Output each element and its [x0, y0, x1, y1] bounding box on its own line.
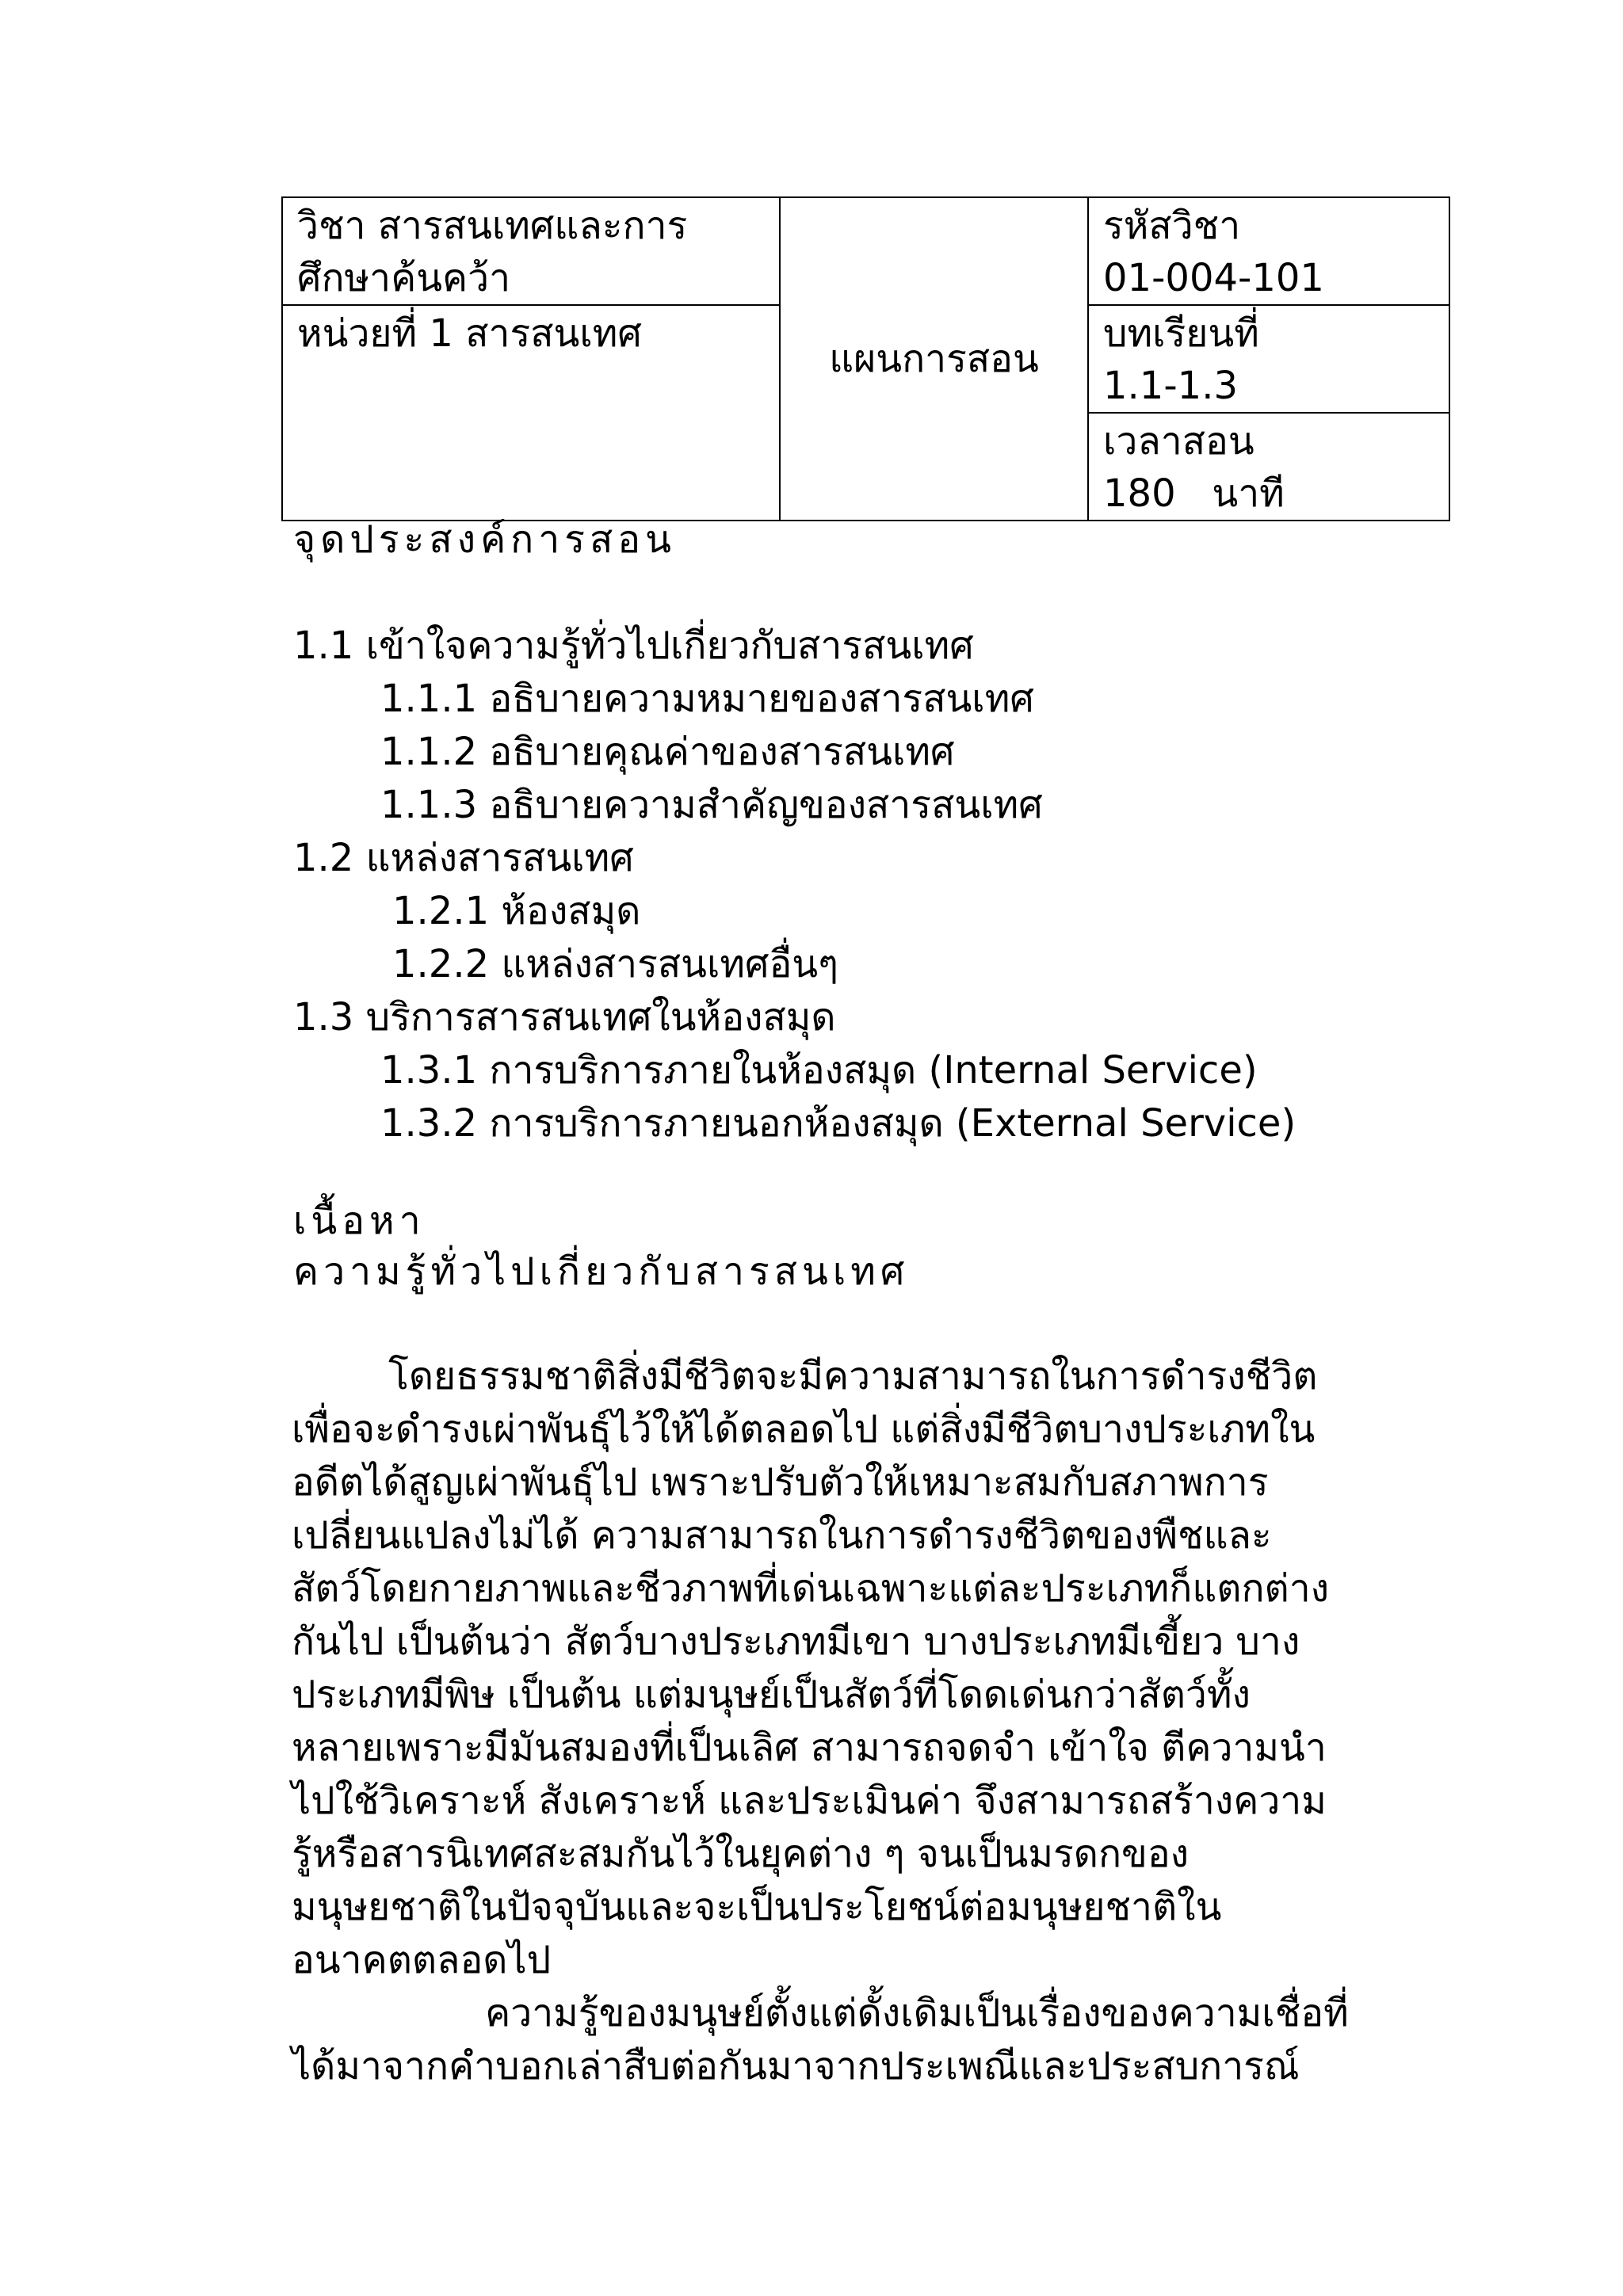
- unit-text: หน่วยที่ 1 สารสนเทศ: [297, 311, 642, 356]
- course-code-cell: [1088, 197, 1449, 305]
- lesson-plan-header-table: [281, 196, 1450, 521]
- time-value: 180 นาที: [1103, 471, 1285, 516]
- plan-title-cell: [780, 197, 1088, 521]
- content-heading: เนื้อหา: [293, 1199, 426, 1243]
- paragraph-1-line: กันไป เป็นต้นว่า สัตว์บางประเภทมีเขา บางประเภทมีเขี้ยว บาง: [292, 1619, 1300, 1664]
- lesson-label: บทเรียนที่: [1103, 311, 1259, 356]
- subject-cell: [282, 197, 780, 305]
- objective-1-3-1: 1.3.1 การบริการภายในห้องสมุด (Internal Service): [380, 1048, 1258, 1093]
- paragraph-2-line: ได้มาจากคำบอกเล่าสืบต่อกันมาจากประเพณีและประสบการณ์: [292, 2044, 1300, 2088]
- plan-title: แผนการสอน: [829, 337, 1039, 381]
- paragraph-1-line: รู้หรือสารนิเทศสะสมกันไว้ในยุคต่าง ๆ จนเป็นมรดกของ: [292, 1832, 1190, 1876]
- paragraph-1-line: เปลี่ยนแปลงไม่ได้ ความสามารถในการดำรงชีวิตของพืชและ: [292, 1513, 1272, 1558]
- objective-1-2-2: 1.2.2 แหล่งสารสนเทศอื่นๆ: [392, 942, 838, 986]
- objective-1-1: 1.1 เข้าใจความรู้ทั่วไปเกี่ยวกับสารสนเทศ: [293, 624, 974, 668]
- paragraph-1-line: อดีตได้สูญเผ่าพันธุ์ไป เพราะปรับตัวให้เหมาะสมกับสภาพการ: [292, 1460, 1269, 1505]
- paragraph-1-line: ไปใช้วิเคราะห์ สังเคราะห์ และประเมินค่า จึงสามารถสร้างความ: [292, 1779, 1327, 1823]
- content-subheading: ความรู้ทั่วไปเกี่ยวกับสารสนเทศ: [293, 1249, 910, 1294]
- paragraph-1-line: โดยธรรมชาติสิ่งมีชีวิตจะมีความสามารถในการดำรงชีวิต: [292, 1354, 1318, 1398]
- objective-1-1-1: 1.1.1 อธิบายความหมายของสารสนเทศ: [380, 677, 1034, 721]
- paragraph-1-line: หลายเพราะมีมันสมองที่เป็นเลิศ สามารถจดจำ เข้าใจ ตีความนำ: [292, 1726, 1327, 1770]
- objective-1-2: 1.2 แหล่งสารสนเทศ: [293, 836, 634, 880]
- objective-1-2-1: 1.2.1 ห้องสมุด: [392, 889, 641, 933]
- course-code-value: 01-004-101: [1103, 256, 1324, 300]
- lesson-value: 1.1-1.3: [1103, 364, 1238, 408]
- objective-1-3-2: 1.3.2 การบริการภายนอกห้องสมุด (External Service): [380, 1101, 1296, 1146]
- objective-1-1-2: 1.1.2 อธิบายคุณค่าของสารสนเทศ: [380, 730, 955, 774]
- subject-text: วิชา สารสนเทศและการศึกษาค้นคว้า: [297, 204, 688, 300]
- course-code-label: รหัสวิชา: [1103, 204, 1241, 248]
- paragraph-1: [292, 1350, 1433, 2093]
- paragraph-1-line: มนุษยชาติในปัจจุบันและจะเป็นประโยชน์ต่อมนุษยชาติใน: [292, 1885, 1222, 1929]
- unit-cell: [282, 305, 780, 521]
- objective-1-1-3: 1.1.3 อธิบายความสำคัญของสารสนเทศ: [380, 783, 1043, 827]
- paragraph-1-line: สัตว์โดยกายภาพและชีวภาพที่เด่นเฉพาะแต่ละประเภทก็แตกต่าง: [292, 1566, 1330, 1611]
- paragraph-1-line: ประเภทมีพิษ เป็นต้น แต่มนุษย์เป็นสัตว์ที่โดดเด่นกว่าสัตว์ทั้ง: [292, 1672, 1251, 1717]
- time-label: เวลาสอน: [1103, 419, 1254, 463]
- time-cell: [1088, 413, 1449, 521]
- objectives-heading: จุดประสงค์การสอน: [293, 517, 676, 562]
- lesson-cell: [1088, 305, 1449, 413]
- paragraph-1-line: อนาคตตลอดไป: [292, 1938, 552, 1982]
- paragraph-2-line: ความรู้ของมนุษย์ตั้งแต่ดั้งเดิมเป็นเรื่องของความเชื่อที่: [292, 1991, 1349, 2035]
- paragraph-1-line: เพื่อจะดำรงเผ่าพันธุ์ไว้ให้ได้ตลอดไป แต่สิ่งมีชีวิตบางประเภทใน: [292, 1407, 1316, 1451]
- objectives-list: [293, 620, 1450, 1150]
- objective-1-3: 1.3 บริการสารสนเทศในห้องสมุด: [293, 995, 836, 1039]
